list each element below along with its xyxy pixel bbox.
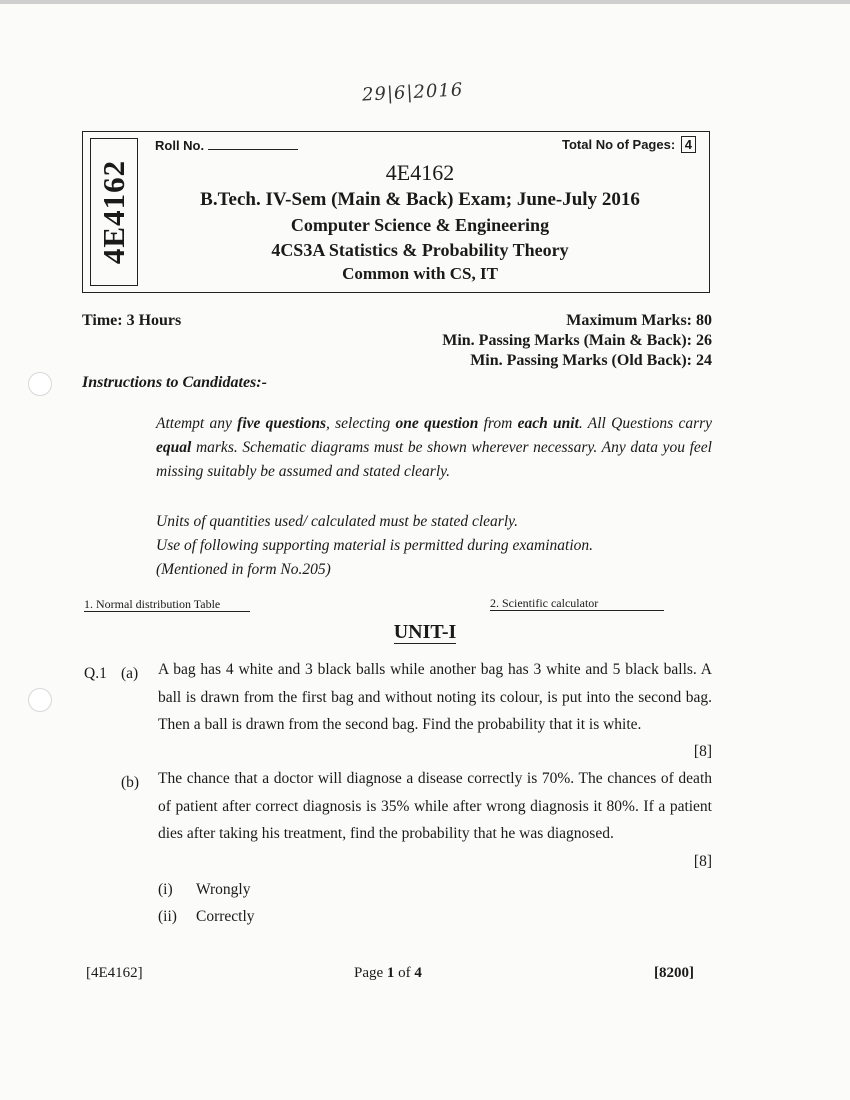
option-text: Wrongly <box>196 881 251 898</box>
question-number: Q.1 <box>84 665 107 682</box>
subject-title: 4CS3A Statistics & Probability Theory <box>271 240 569 260</box>
total-pages <box>562 136 696 153</box>
instr-bold: five questions <box>237 415 326 432</box>
instr-text: . All Questions carry <box>578 415 713 432</box>
instr-bold: equal <box>156 439 192 456</box>
part-a-marks: [8] <box>693 743 712 760</box>
unit-heading <box>0 621 850 644</box>
instr-text: Attempt any <box>156 415 238 432</box>
part-a-text: A bag has 4 white and 3 black balls while another bag has 3 white and 5 black balls. A ball is drawn from the first bag and without noting its colour, is put into the second bag. Then a ball is drawn from the second bag. Find the probability that it is white. <box>158 661 712 733</box>
part-b-text: The chance that a doctor will diagnose a disease correctly is 70%. The chances of death of patient after correct diagnosis is 35% while after wrong diagnosis it 80%. If a patient dies after taking his treatment, find the probability that he was diagnosed. <box>158 770 712 842</box>
footer-copies: [8200] <box>654 965 694 981</box>
part-b-label: (b) <box>121 774 140 791</box>
page-current: 1 <box>386 965 395 981</box>
exam-title: B.Tech. IV-Sem (Main & Back) Exam; June-July 2016 <box>200 189 640 210</box>
unit-heading-text: UNIT-I <box>393 621 457 643</box>
vertical-paper-code: 4E4162 <box>96 159 131 265</box>
instructions-form: (Mentioned in form No.205) <box>156 561 331 578</box>
punch-hole-bottom <box>28 688 52 712</box>
instructions-heading: Instructions to Candidates:- <box>82 374 267 391</box>
roll-label: Roll No. <box>155 138 205 153</box>
common-with: Common with CS, IT <box>342 264 498 283</box>
option-number: (ii) <box>158 908 177 925</box>
supporting-item-1-text: 1. Normal distribution Table <box>84 597 250 612</box>
part-a-label: (a) <box>121 665 139 682</box>
instructions-paragraph <box>156 412 712 484</box>
instructions-units: Units of quantities used/ calculated must be stated clearly. <box>156 513 519 530</box>
scan-edge <box>0 0 850 4</box>
page-prefix: Page <box>354 965 387 981</box>
roll-blank-line <box>208 139 298 150</box>
instr-bold: one question <box>395 415 479 432</box>
min-passing-main: Min. Passing Marks (Main & Back): 26 <box>442 332 712 349</box>
instructions-supporting: Use of following supporting material is permitted during examination. <box>156 537 594 554</box>
instr-bold: each unit <box>517 415 579 432</box>
page-mid: of <box>394 965 415 981</box>
vertical-code-box <box>90 138 138 286</box>
handwritten-date: 29|6|2016 <box>361 79 464 106</box>
min-passing-old: Min. Passing Marks (Old Back): 24 <box>470 352 712 369</box>
footer-page-number <box>354 965 422 982</box>
part-b-marks: [8] <box>693 853 712 870</box>
pages-label: Total No of Pages: <box>562 137 676 152</box>
branch-title: Computer Science & Engineering <box>290 215 550 235</box>
punch-hole-top <box>28 372 52 396</box>
supporting-item-2 <box>490 596 664 611</box>
paper-code: 4E4162 <box>385 160 455 185</box>
footer-paper-code: [4E4162] <box>86 965 143 981</box>
pages-value: 4 <box>681 136 696 153</box>
page-total: 4 <box>414 965 422 981</box>
maximum-marks: Maximum Marks: 80 <box>566 312 712 329</box>
instr-text: , selecting <box>325 415 396 432</box>
instr-text: from <box>478 415 518 432</box>
instr-text: marks. Schematic diagrams must be shown wherever necessary. Any data you feel missing suitably be assumed and stated clearly. <box>156 439 712 480</box>
option-text: Correctly <box>196 908 255 925</box>
exam-time: Time: 3 Hours <box>82 312 182 329</box>
supporting-item-1 <box>84 597 250 612</box>
supporting-item-2-text: 2. Scientific calculator <box>490 596 664 611</box>
option-number: (i) <box>158 881 173 898</box>
roll-number-field <box>155 138 298 153</box>
